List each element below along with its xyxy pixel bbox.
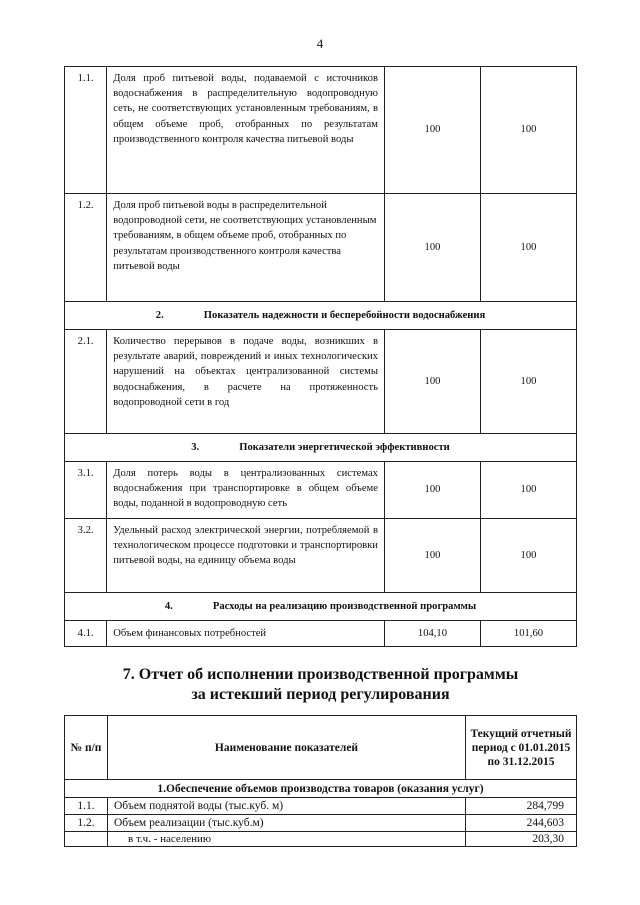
section-title: Расходы на реализацию производственной программы [212, 600, 477, 612]
row-number: 3.1. [65, 462, 107, 519]
row-number: 1.2. [65, 194, 107, 302]
row-number: 4.1. [65, 621, 107, 647]
section-row [65, 434, 577, 462]
table-row [65, 519, 577, 593]
table-row [65, 798, 577, 815]
row-number: 1.1. [65, 798, 108, 815]
table-row [65, 67, 577, 194]
section-heading [65, 593, 577, 621]
row-value-planned: 100 [384, 194, 480, 302]
section-number: 3. [191, 441, 200, 453]
section-title: Показатель надежности и бесперебойности водоснабжения [203, 309, 486, 321]
report-table [64, 715, 577, 847]
header-row [65, 716, 577, 780]
row-value: 284,799 [466, 798, 577, 815]
table-row [65, 621, 577, 647]
row-value-actual: 100 [480, 194, 576, 302]
row-number: 2.1. [65, 330, 107, 434]
row-name: Объем реализации (тыс.куб.м) [108, 815, 466, 832]
row-number [65, 832, 108, 847]
section-title: Показатели энергетической эффективности [239, 441, 450, 453]
table-row [65, 462, 577, 519]
section-row [65, 593, 577, 621]
row-value-actual: 101,60 [480, 621, 576, 647]
row-description: Доля проб питьевой воды, подаваемой с источников водоснабжения в распределительную водопроводную сеть, не соответствующих установленным требованиям, в общем объеме проб, отобранных по результатам производственного контроля качества питьевой воды [107, 67, 385, 194]
row-value-actual: 100 [480, 519, 576, 593]
row-value-planned: 100 [384, 67, 480, 194]
row-name: Объем поднятой воды (тыс.куб. м) [108, 798, 466, 815]
column-header-number: № п/п [65, 716, 108, 780]
page-number: 4 [316, 36, 324, 51]
row-value-planned: 100 [384, 462, 480, 519]
section-row [65, 302, 577, 330]
row-value-planned: 100 [384, 330, 480, 434]
row-value-actual: 100 [480, 462, 576, 519]
row-value-planned: 100 [384, 519, 480, 593]
section-number: 2. [155, 309, 164, 321]
section-heading [65, 434, 577, 462]
indicators-table [64, 66, 577, 647]
column-header-name: Наименование показателей [108, 716, 466, 780]
row-description: Объем финансовых потребностей [107, 621, 385, 647]
row-value-actual: 100 [480, 67, 576, 194]
report-heading-line1: 7. Отчет об исполнении производственной программы [122, 666, 519, 683]
section-row [65, 780, 577, 798]
row-value: 244,603 [466, 815, 577, 832]
row-number: 1.1. [65, 67, 107, 194]
row-description: Удельный расход электрической энергии, потребляемой в технологическом процессе подготовки и транспортировки питьевой воды, на единицу объема воды [107, 519, 385, 593]
row-number: 1.2. [65, 815, 108, 832]
table-row [65, 832, 577, 847]
table-row [65, 194, 577, 302]
row-description: Доля потерь воды в централизованных системах водоснабжения при транспортировке в общем объеме воды, поданной в водопроводную сеть [107, 462, 385, 519]
row-description: Доля проб питьевой воды в распределительной водопроводной сети, не соответствующих установленным требованиям, в общем объеме проб, отобранных по результатам производственного контроля качества питьевой воды [107, 194, 385, 302]
row-name: в т.ч. - населению [108, 832, 466, 847]
row-value-actual: 100 [480, 330, 576, 434]
section-heading: 1.Обеспечение объемов производства товаров (оказания услуг) [65, 780, 577, 798]
report-heading-line2: за истекший период регулирования [191, 686, 450, 703]
section-number: 4. [164, 600, 173, 612]
column-header-period: Текущий отчетный период с 01.01.2015 по 31.12.2015 [466, 716, 577, 780]
row-value-planned: 104,10 [384, 621, 480, 647]
section-heading [65, 302, 577, 330]
row-description: Количество перерывов в подаче воды, возникших в результате аварий, повреждений и иных технологических нарушений на объектах централизованной системы водоснабжения, в расчете на протяженность водопроводной сети в год [107, 330, 385, 434]
table-row [65, 330, 577, 434]
row-number: 3.2. [65, 519, 107, 593]
table-row [65, 815, 577, 832]
row-value: 203,30 [466, 832, 577, 847]
